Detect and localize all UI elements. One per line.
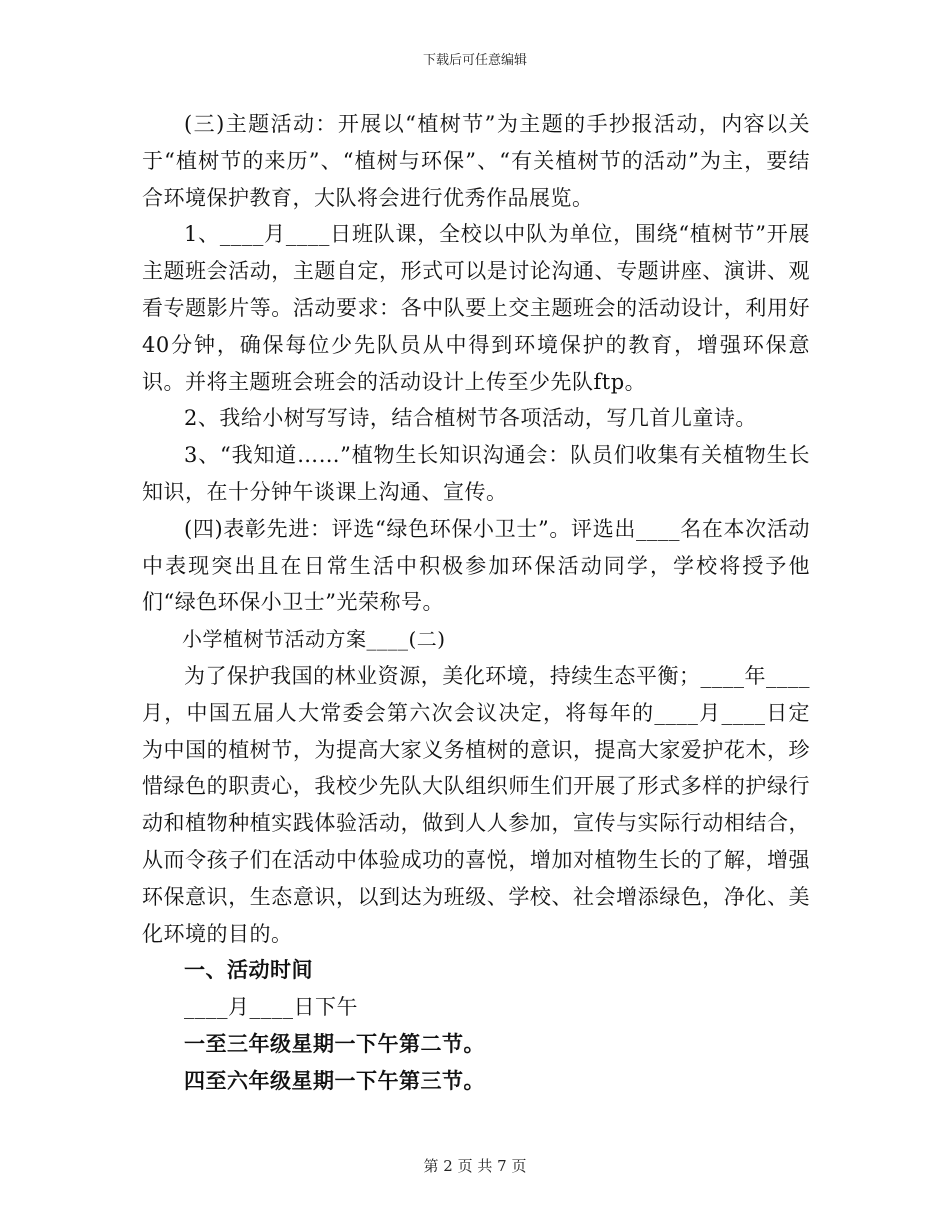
schedule-grades-1-3: 一至三年级星期一下午第二节。	[184, 1030, 485, 1056]
paragraph-date: ____月____日下午	[184, 995, 358, 1020]
paragraph-poems: 2、我给小树写写诗，结合植树节各项活动，写几首儿童诗。	[184, 406, 757, 431]
paragraph-introduction: 为了保护我国的林业资源，美化环境，持续生态平衡；____年____月，中国五届人大常委会第六次会议决定，将每年的____月____日定为中国的植树节，为提高大家义务植树的意识，提高大家爱护花木，珍惜绿色的职责心，我校少先队大队组织师生们开展了形式多样的护绿行动和植物种植实践体验活动，做到人人参加，宣传与实际行动相结合，从而令孩子们在活动中体验成功的喜悦，增加对植物生长的了解，增强环保意识，生态意识，以到达为班级、学校、社会增添绿色，净化、美化环境的目的。	[142, 663, 810, 946]
page-footer: 第 2 页 共 7 页	[423, 1157, 527, 1175]
schedule-grades-4-6: 四至六年级星期一下午第三节。	[184, 1067, 485, 1093]
paragraph-commendation: (四)表彰先进：评选“绿色环保小卫士”。评选出____名在本次活动中表现突出且在日常生活中积极参加环保活动同学，学校将授予他们“绿色环保小卫士”光荣称号。	[142, 516, 810, 615]
paragraph-knowledge-exchange: 3、“我知道……”植物生长知识沟通会：队员们收集有关植物生长知识，在十分钟午谈课上沟通、宣传。	[142, 443, 810, 504]
page-header: 下载后可任意编辑	[422, 53, 527, 68]
paragraph-theme-activity: (三)主题活动：开展以“植树节”为主题的手抄报活动，内容以关于“植树节的来历”、“植树与环保”、“有关植树节的活动”为主，要结合环境保护教育，大队将会进行优秀作品展览。	[142, 112, 810, 210]
section-title: 小学植树节活动方案____(二)	[182, 627, 446, 652]
document-body	[142, 106, 810, 1100]
heading-activity-time: 一、活动时间	[184, 957, 313, 983]
paragraph-class-meeting: 1、____月____日班队课，全校以中队为单位，围绕“植树节”开展主题班会活动，主题自定，形式可以是讨论沟通、专题讲座、演讲、观看专题影片等。活动要求：各中队要上交主题班会的活动设计，利用好40分钟，确保每位少先队员从中得到环境保护的教育，增强环保意识。并将主题班会班会的活动设计上传至少先队ftp。	[142, 222, 810, 394]
